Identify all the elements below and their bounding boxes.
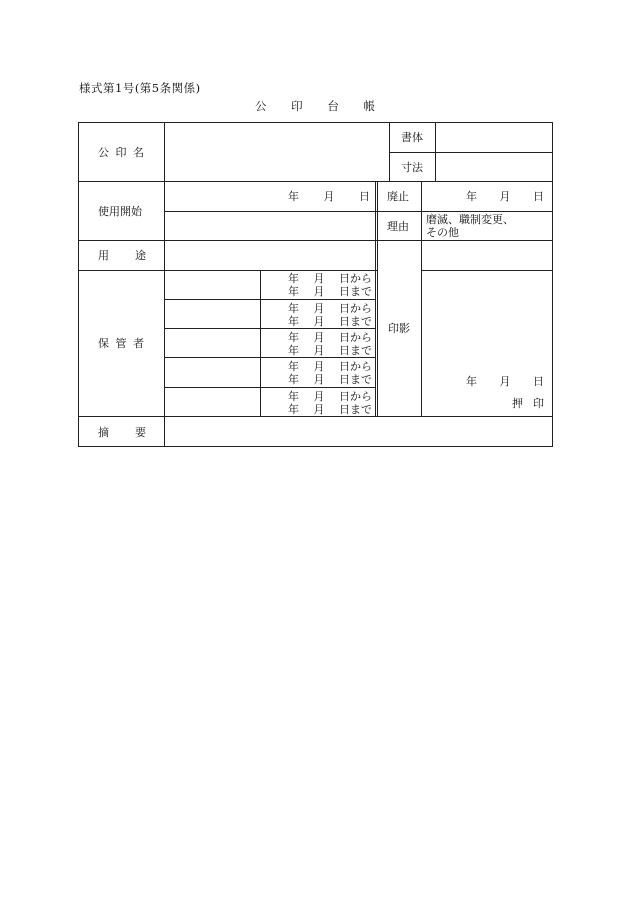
impression-label: 印影: [388, 322, 410, 335]
seal-ledger-table: [78, 122, 553, 447]
size-label: 寸法: [401, 161, 423, 174]
title-char: 帳: [363, 99, 375, 113]
purpose-label: 用 途: [98, 249, 146, 262]
start-date: 年 月 日: [288, 190, 370, 203]
custodian-period-2: 年 月 日から 年 月 日まで: [288, 302, 372, 328]
custodian-period-4: 年 月 日から 年 月 日まで: [288, 360, 372, 386]
abolition-label: 廃止: [387, 190, 409, 203]
summary-label: 摘 要: [98, 426, 146, 439]
typeface-label: 書体: [401, 131, 423, 144]
form-number: 様式第1号(第5条関係): [79, 81, 201, 95]
seal-name-label: 公 印 名: [98, 146, 144, 159]
custodian-period-3: 年 月 日から 年 月 日まで: [288, 331, 372, 357]
custodian-period-1: 年 月 日から 年 月 日まで: [288, 272, 372, 298]
stamp-label: 押 印: [512, 397, 544, 410]
title-char: 台: [327, 99, 339, 113]
document-title: [255, 98, 375, 114]
title-char: 公: [255, 99, 267, 113]
reason-label: 理由: [387, 220, 409, 233]
impression-date: 年 月 日: [466, 375, 544, 388]
custodian-period-5: 年 月 日から 年 月 日まで: [288, 390, 372, 416]
title-char: 印: [291, 99, 303, 113]
abolition-date: 年 月 日: [466, 190, 544, 203]
custodian-label: 保 管 者: [98, 337, 144, 350]
reason-text: 磨滅、職制変更、 その他: [426, 213, 514, 239]
start-of-use-label: 使用開始: [98, 205, 142, 218]
